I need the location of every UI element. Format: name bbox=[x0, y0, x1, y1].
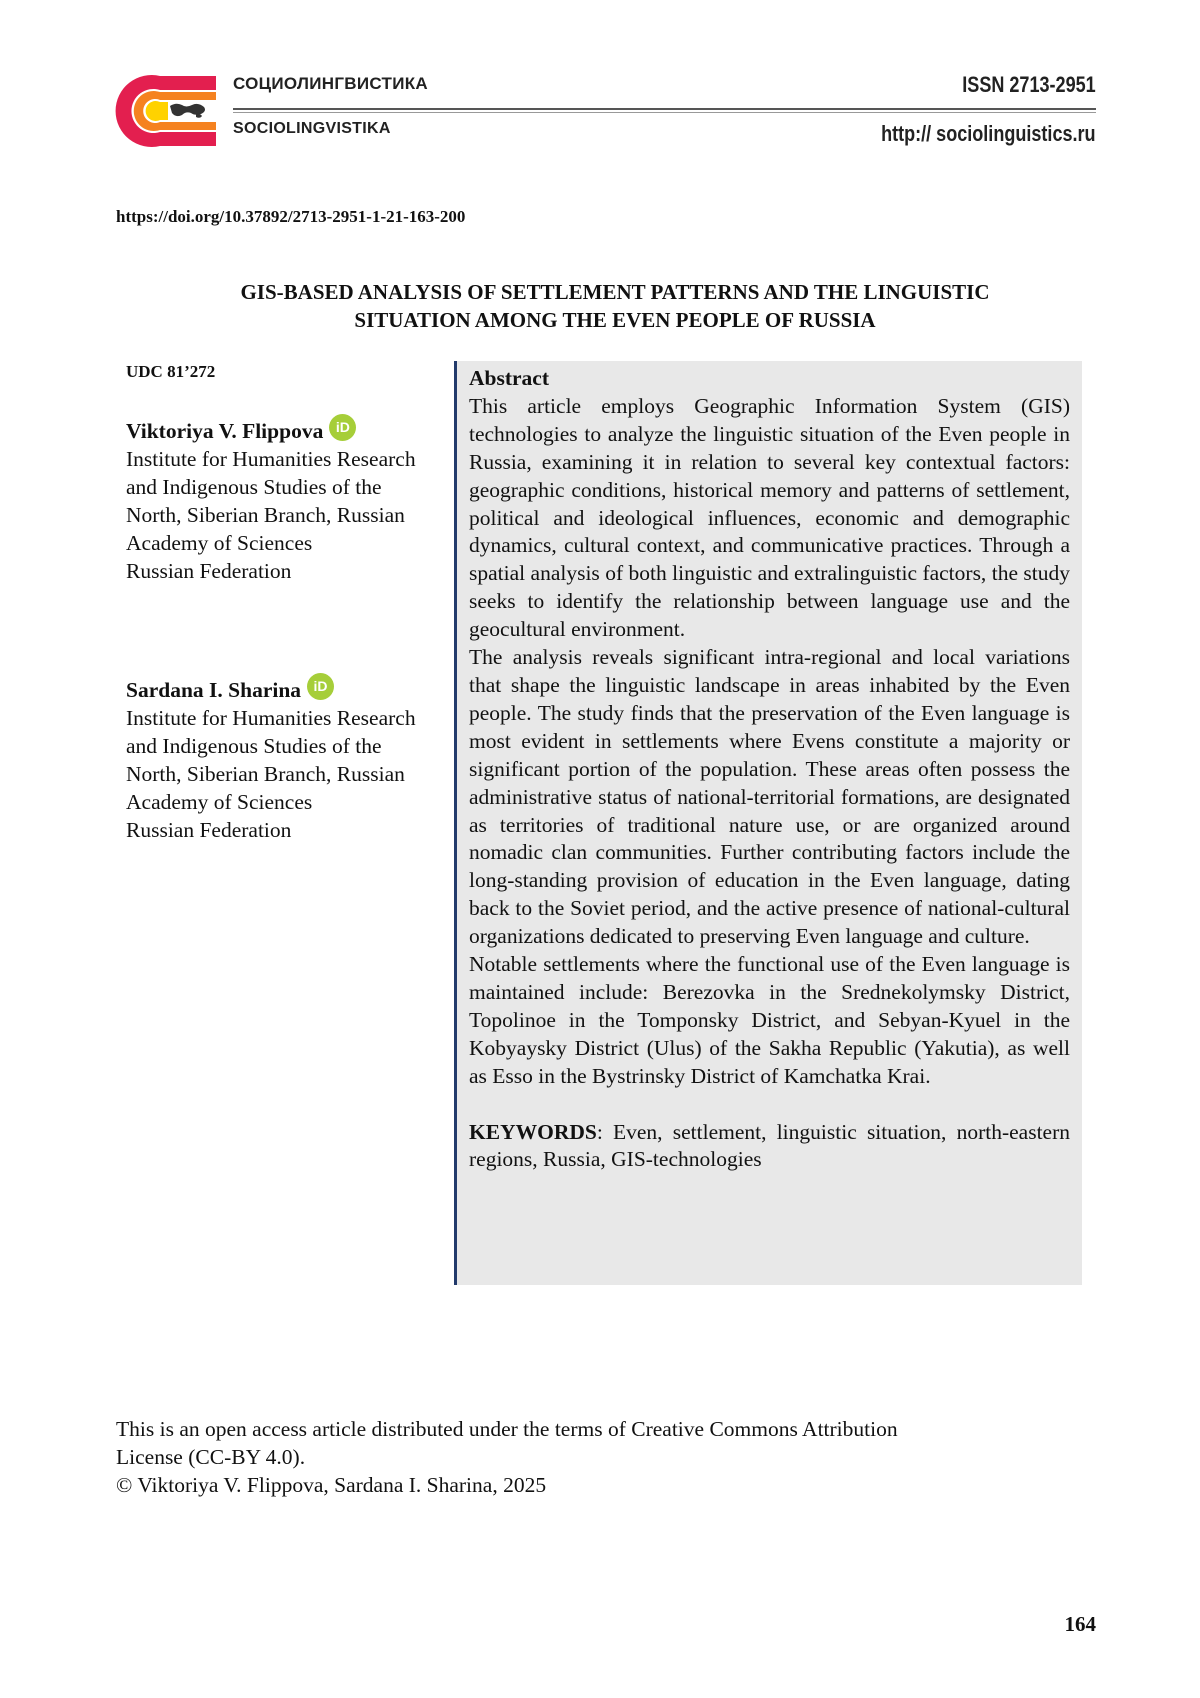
doi-link[interactable]: https://doi.org/10.37892/2713-2951-1-21-163-200 bbox=[116, 207, 466, 226]
author-name: Sardana I. Sharina bbox=[126, 678, 302, 702]
copyright: © Viktoriya V. Flippova, Sardana I. Sharina, 2025 bbox=[116, 1473, 547, 1497]
title-line-1: GIS-BASED ANALYSIS OF SETTLEMENT PATTERNS AND THE LINGUISTIC bbox=[240, 280, 990, 304]
license-notice bbox=[116, 1415, 1076, 1499]
license-line-1: This is an open access article distributed under the terms of Creative Commons Attribution bbox=[116, 1417, 898, 1441]
orcid-icon[interactable]: iD bbox=[329, 414, 356, 441]
author-name: Viktoriya V. Flippova bbox=[126, 419, 324, 443]
issn: ISSN 2713-2951 bbox=[962, 72, 1096, 97]
abstract-heading: Abstract bbox=[469, 366, 550, 390]
author-country: Russian Federation bbox=[126, 818, 292, 842]
author-block-1 bbox=[126, 414, 426, 585]
keywords-list: : Even, settlement, linguistic situation, north-eastern regions, Russia, GIS-technologies bbox=[469, 1119, 1070, 1172]
license-line-2: License (CC-BY 4.0). bbox=[116, 1445, 306, 1469]
author-affiliation: Institute for Humanities Research and Indigenous Studies of the North, Siberian Branch, Russian Academy of Sciences bbox=[126, 447, 416, 555]
article-title bbox=[150, 278, 1080, 334]
abstract-paragraph-1: This article employs Geographic Information System (GIS) technologies to analyze the linguistic situation of the Even people in Russia, examining it in relation to several key contextual factors: geographic conditions, historical memory and patterns of settlement, political and ideological influences, economic and demographic dynamics, cultural context, and communicative practices. Through a spatial analysis of both linguistic and extralinguistic factors, the study seeks to identify the relationship between language use and the geocultural environment. bbox=[469, 393, 1070, 642]
journal-name-en: SOCIOLINGVISTIKA bbox=[233, 120, 391, 137]
abstract-box bbox=[454, 361, 1082, 1285]
author-country: Russian Federation bbox=[126, 559, 292, 583]
author-affiliation: Institute for Humanities Research and Indigenous Studies of the North, Siberian Branch, Russian Academy of Sciences bbox=[126, 706, 416, 814]
author-block-2 bbox=[126, 673, 426, 844]
journal-name-ru: СОЦИОЛИНГВИСТИКА bbox=[233, 74, 428, 93]
abstract-paragraph-2: The analysis reveals significant intra-regional and local variations that shape the linguistic landscape in areas inhabited by the Even people. The study finds that the preservation of the Even language is most evident in settlements where Evens constitute a majority or significant portion of the population. These areas often possess the administrative status of national-territorial formations, are designated as territories of traditional nature use, or are organized around nomadic clan communities. Further contributing factors include the long-standing provision of education in the Even language, dating back to the Soviet period, and the active presence of national-cultural organizations dedicated to preserving Even language and culture. bbox=[469, 645, 1070, 949]
sociolingvistika-logo-icon bbox=[112, 72, 216, 150]
page-number: 164 bbox=[1064, 1612, 1096, 1636]
orcid-icon[interactable]: iD bbox=[307, 673, 334, 700]
keywords bbox=[469, 1119, 1070, 1175]
header-rule-thick bbox=[233, 108, 1096, 110]
keywords-label: KEYWORDS bbox=[469, 1119, 597, 1144]
udc-code: UDC 81’272 bbox=[126, 362, 216, 381]
header-rule-thin bbox=[233, 112, 1096, 113]
journal-website-link[interactable]: http:// sociolinguistics.ru bbox=[881, 121, 1096, 146]
title-line-2: SITUATION AMONG THE EVEN PEOPLE OF RUSSIA bbox=[354, 308, 876, 332]
abstract-paragraph-3: Notable settlements where the functional use of the Even language is maintained include: Berezovka in the Srednekolymsky District, Topolinoe in the Tomponsky District, and Sebyan-Kyuel in the Kobyaysky District (Ulus) of the Sakha Republic (Yakutia), as well as Esso in the Bystrinsky District of Kamchatka Krai. bbox=[469, 952, 1070, 1088]
